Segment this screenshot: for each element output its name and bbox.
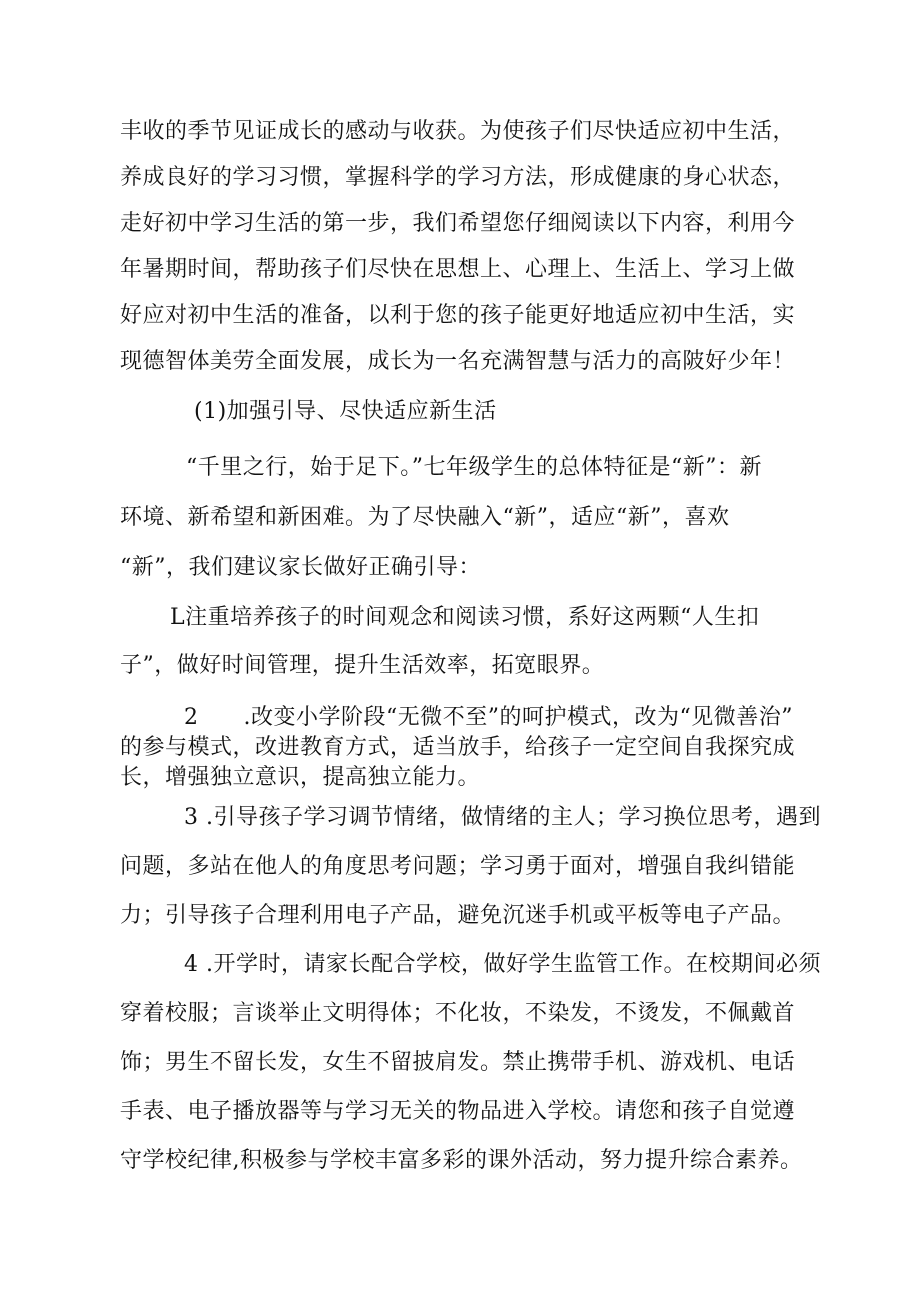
intro-line: 丰收的季节见证成长的感动与收获。为使孩子们尽快适应初中生活， <box>120 119 796 144</box>
intro-line: 年暑期时间，帮助孩子们尽快在思想上、心理上、生活上、学习上做 <box>120 257 796 282</box>
list-item-line: 的参与模式，改进教育方式，适当放手，给孩子一定空间自我探究成 <box>120 735 796 760</box>
intro-line: 现德智体美劳全面发展，成长为一名充满智慧与活力的高陂好少年！ <box>120 349 796 374</box>
section-paragraph-line: 环境、新希望和新困难。为了尽快融入“新”，适应“新”，喜欢 <box>120 505 730 530</box>
intro-line: 养成良好的学习习惯，掌握科学的学习方法，形成健康的身心状态， <box>120 165 796 190</box>
list-item-line: 2 .改变小学阶段“无微不至”的呵护模式，改为“见微善治” <box>184 705 793 730</box>
list-item-line: 3 .引导孩子学习调节情绪，做情绪的主人；学习换位思考，遇到 <box>184 805 821 830</box>
list-item-line: 长，增强独立意识，提高独立能力。 <box>120 765 481 790</box>
list-item-line: 饰；男生不留长发，女生不留披肩发。禁止携带手机、游戏机、电话 <box>120 1050 796 1075</box>
intro-line: 好应对初中生活的准备，以利于您的孩子能更好地适应初中生活，实 <box>120 303 796 328</box>
section-heading: (1)加强引导、尽快适应新生活 <box>194 399 497 424</box>
list-item-line: 手表、电子播放器等与学习无关的物品进入学校。请您和孩子自觉遵 <box>120 1099 796 1124</box>
list-item-line: 问题，多站在他人的角度思考问题；学习勇于面对，增强自我纠错能 <box>120 854 796 879</box>
section-paragraph-line: “千里之行，始于足下。”七年级学生的总体特征是“新”：新 <box>186 455 762 480</box>
section-paragraph-line: “新”，我们建议家长做好正确引导： <box>120 555 481 580</box>
list-item-line: 穿着校服；言谈举止文明得体；不化妆，不染发，不烫发，不佩戴首 <box>120 1001 796 1026</box>
list-item-line: L注重培养孩子的时间观念和阅读习惯，系好这两颗“人生扣 <box>170 605 760 630</box>
list-item-line: 力；引导孩子合理利用电子产品，避免沉迷手机或平板等电子产品。 <box>120 903 796 928</box>
list-item-line: 子”，做好时间管理，提升生活效率，拓宽眼界。 <box>120 653 605 678</box>
list-item-line: 4 .开学时，请家长配合学校，做好学生监管工作。在校期间必须 <box>184 952 821 977</box>
intro-line: 走好初中学习生活的第一步，我们希望您仔细阅读以下内容，利用今 <box>120 211 796 236</box>
list-item-line: 守学校纪律,积极参与学校丰富多彩的课外活动，努力提升综合素养。 <box>120 1148 803 1173</box>
